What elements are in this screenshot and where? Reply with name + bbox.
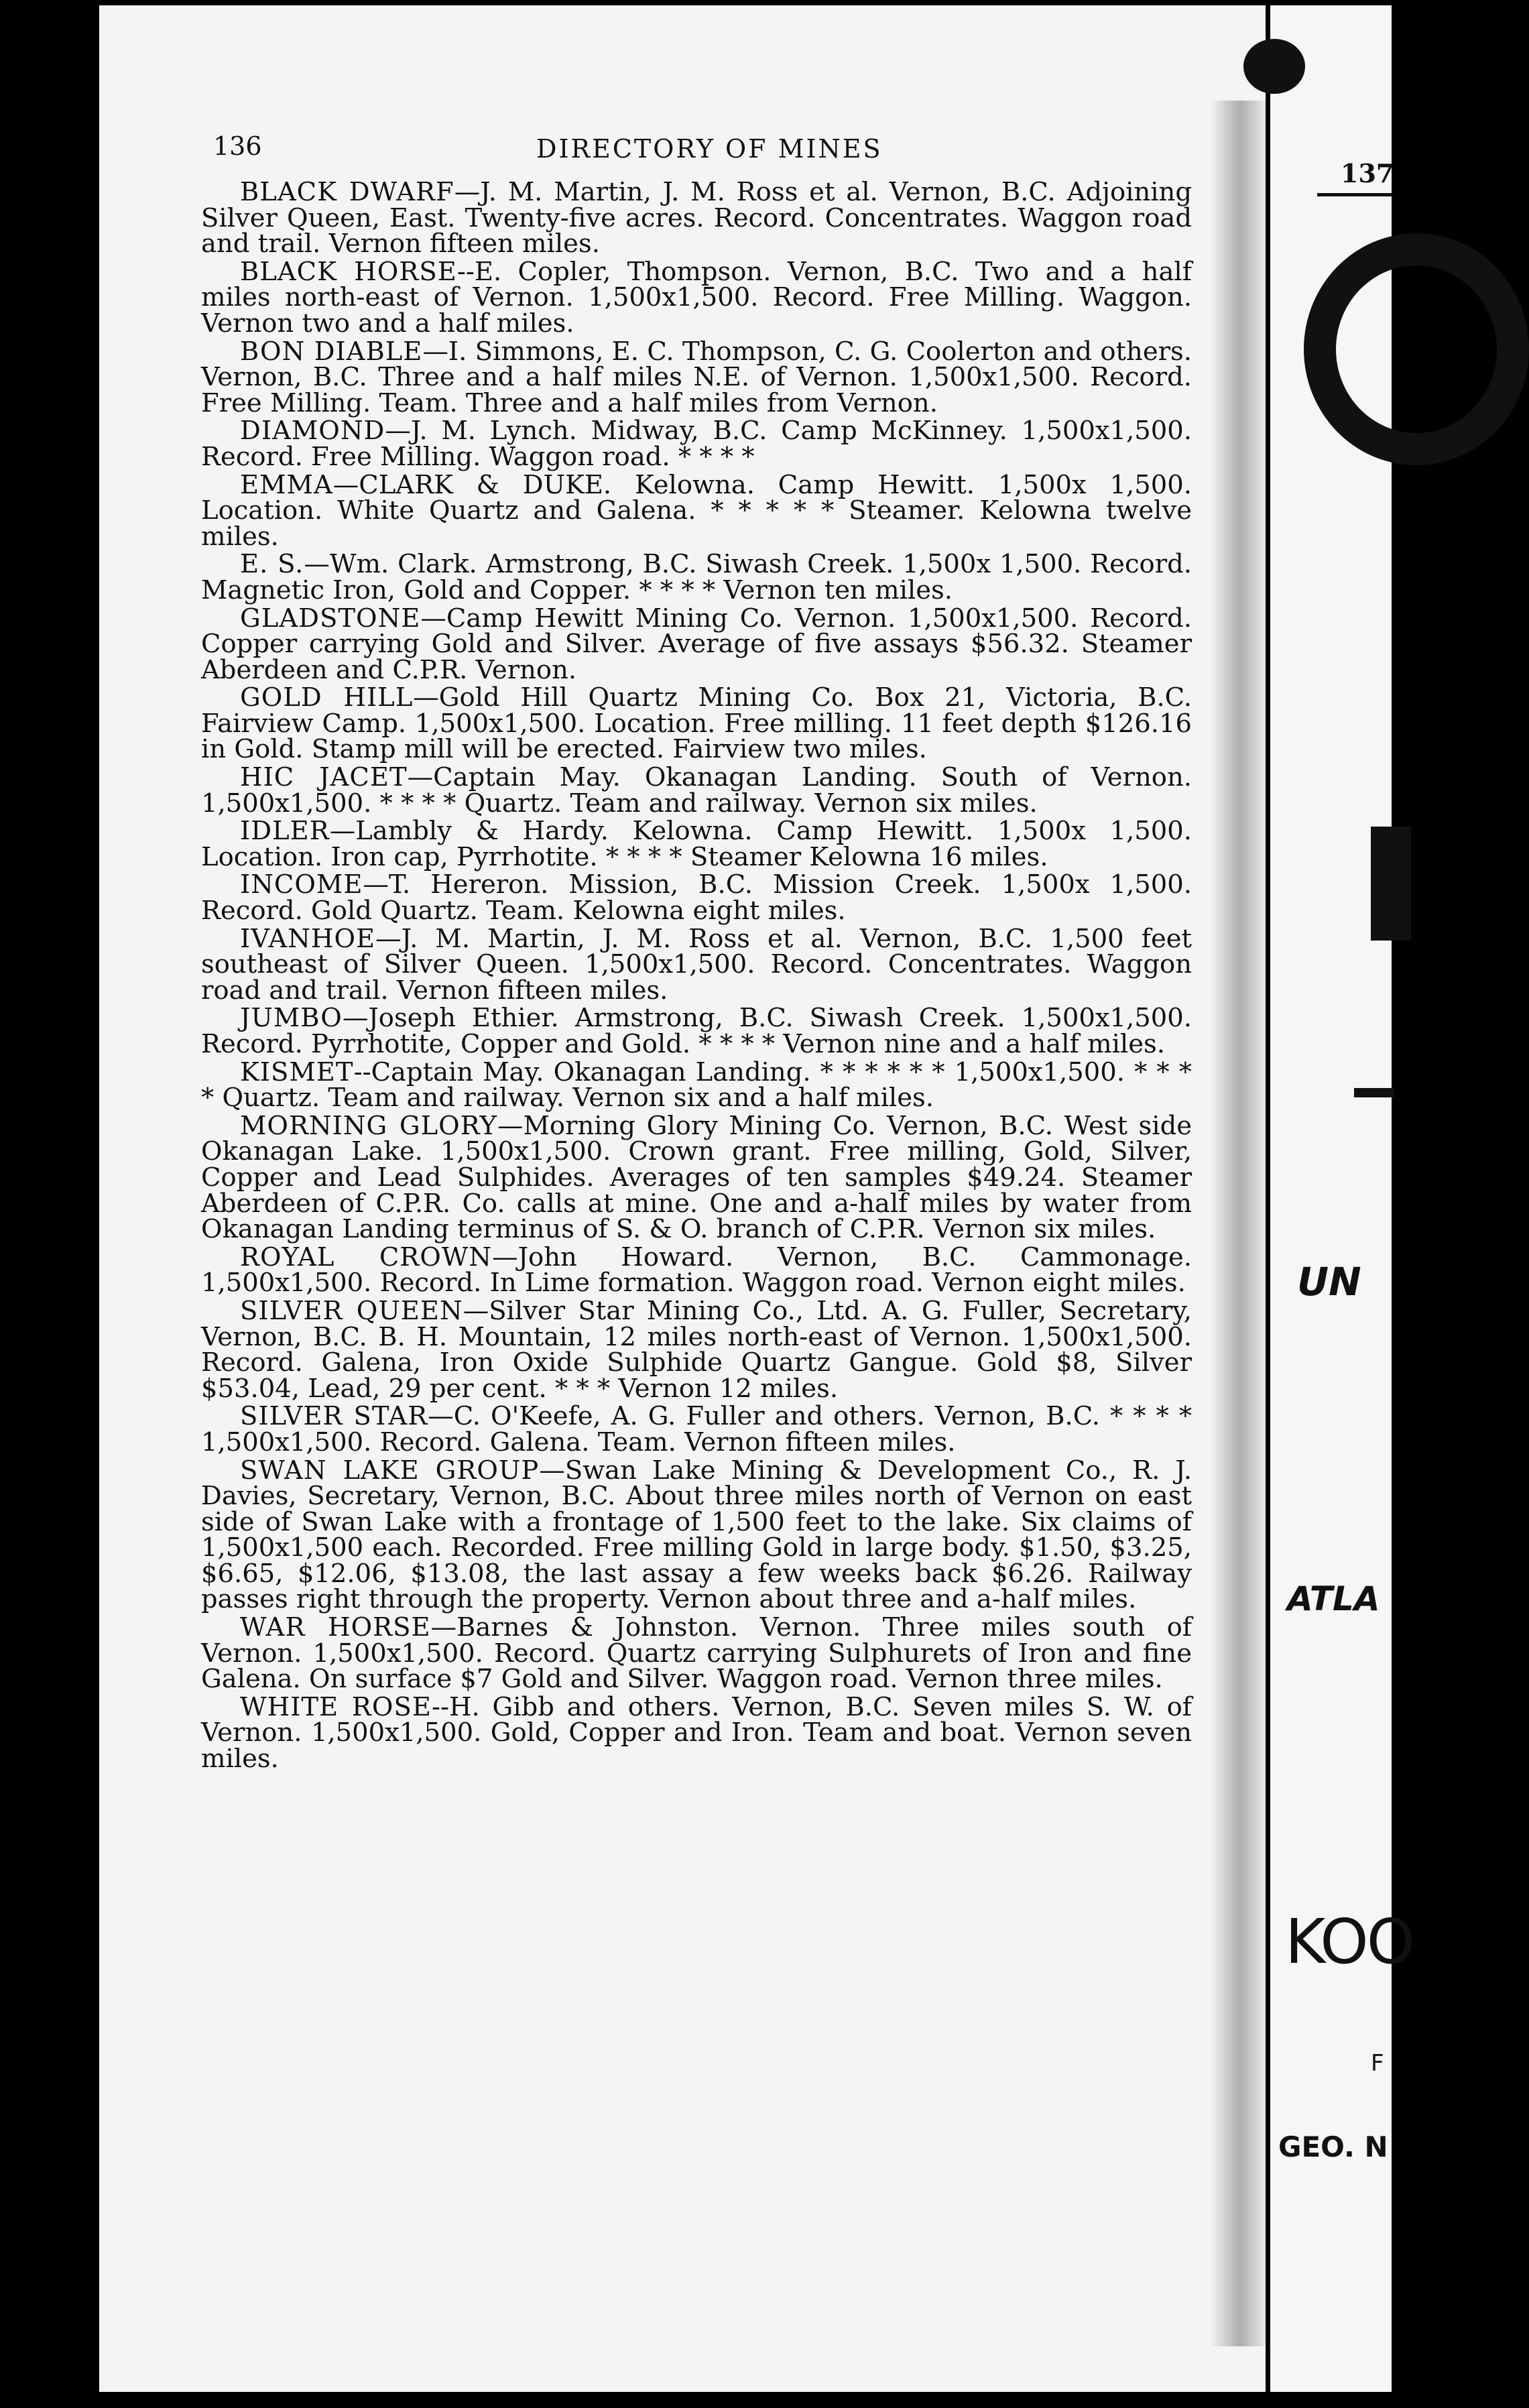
entry-text: —J. M. Martin, J. M. Ross et al. Vernon, B.C. Adjoining Silver Queen, East. Twenty-five acres. Record. Concentrates. Waggon road and trail. Vernon fifteen miles. (201, 177, 1192, 259)
mine-entry-silver-star (201, 1401, 1192, 1457)
mine-entry-black-horse (201, 256, 1192, 339)
entry-text: —Joseph Ethier. Armstrong, B.C. Siwash Creek. 1,500x1,500. Record. Pyrrhotite, Copper and Gold. * * * * Vernon nine and a half miles. (201, 1003, 1192, 1059)
entry-text: —C. O'Keefe, A. G. Fuller and others. Vernon, B.C. * * * * 1,500x1,500. Record. Galena. Team. Vernon fifteen miles. (201, 1401, 1192, 1457)
entry-text: —Morning Glory Mining Co. Vernon, B.C. West side Okanagan Lake. 1,500x1,500. Crown grant. Free milling, Gold, Silver, Copper and Lead Sulphides. Averages of ten samples $49.24. Steamer Aberdeen of C.P.R. Co. calls at mine. One and a-half miles by water from Okanagan Landing terminus of S. & O. branch of C.P.R. Vernon six miles. (201, 1110, 1192, 1245)
right-page-fragment-3: KOO (1285, 1906, 1414, 1978)
entry-text: —Captain May. Okanagan Landing. South of Vernon. 1,500x1,500. * * * * Quartz. Team and railway. Vernon six miles. (201, 762, 1192, 819)
entry-name: BLACK DWARF (240, 177, 454, 207)
mine-entry-black-dwarf (201, 177, 1192, 259)
right-page-dash (1354, 1088, 1394, 1097)
entry-name: SILVER QUEEN (240, 1295, 463, 1326)
mine-entry-diamond (201, 418, 1192, 470)
entry-name: WAR HORSE (240, 1612, 431, 1643)
right-page-large-letter (1304, 233, 1529, 465)
mine-directory-entries (201, 177, 1192, 1774)
entry-text: —Swan Lake Mining & Development Co., R. J. Davies, Secretary, Vernon, B.C. About three miles north of Vernon on east side of Swan Lake with a frontage of 1,500 feet to the lake. Six claims of 1,500x1,500 each. Recorded. Free milling Gold in large body. $1.50, $3.25, $6.65, $12.06, $13.08, the last assay a few weeks back $6.26. Railway passes right through the property. Vernon about three and a-half miles. (201, 1455, 1192, 1615)
right-page-fragment-1: UN (1297, 1259, 1361, 1305)
entry-name: DIAMOND (240, 416, 385, 446)
entry-name: JUMBO (240, 1003, 343, 1034)
entry-name: KISMET (240, 1057, 354, 1087)
entry-name: BON DIABLE (240, 336, 423, 367)
mine-entry-idler (201, 816, 1192, 872)
mine-entry-morning-glory (201, 1110, 1192, 1245)
entry-name: GLADSTONE (240, 603, 421, 634)
entry-name: WHITE ROSE (240, 1691, 432, 1722)
entry-text: —J. M. Martin, J. M. Ross et al. Vernon, B.C. 1,500 feet southeast of Silver Queen. 1,500x1,500. Record. Concentrates. Waggon road and trail. Vernon fifteen miles. (201, 923, 1192, 1006)
page-number: 136 (213, 131, 262, 161)
entry-name: E. S. (240, 549, 304, 580)
entry-name: IVANHOE (240, 923, 376, 954)
mine-entry-emma (201, 469, 1192, 552)
gutter-shadow (1210, 101, 1270, 2346)
right-page-rule (1317, 193, 1392, 196)
entry-name: IDLER (240, 816, 330, 847)
mine-entry-war-horse (201, 1612, 1192, 1695)
entry-text: --Captain May. Okanagan Landing. * * * * * * 1,500x1,500. * * * * Quartz. Team and railway. Vernon six and a half miles. (201, 1057, 1192, 1113)
mine-entry-income (201, 869, 1192, 926)
entry-text: --E. Copler, Thompson. Vernon, B.C. Two and a half miles north-east of Vernon. 1,500x1,500. Record. Free Milling. Waggon. Vernon two and a half miles. (201, 256, 1192, 339)
entry-name: SILVER STAR (240, 1401, 428, 1432)
entry-text: —I. Simmons, E. C. Thompson, C. G. Coolerton and others. Vernon, B.C. Three and a half miles N.E. of Vernon. 1,500x1,500. Record. Free Milling. Team. Three and a half miles from Vernon. (201, 336, 1192, 418)
entry-name: ROYAL CROWN (240, 1242, 493, 1272)
entry-text: —Lambly & Hardy. Kelowna. Camp Hewitt. 1,500x 1,500. Location. Iron cap, Pyrrhotite. * * * * Steamer Kelowna 16 miles. (201, 816, 1192, 872)
mine-entry-e-s (201, 549, 1192, 605)
mine-entry-kismet (201, 1057, 1192, 1113)
right-page-large-letter-fragment (1371, 827, 1411, 941)
entry-name: GOLD HILL (240, 682, 414, 713)
right-page-fragment-2: ATLA (1287, 1579, 1380, 1618)
entry-name: INCOME (240, 869, 363, 900)
mine-entry-jumbo (201, 1003, 1192, 1059)
entry-name: HIC JACET (240, 762, 408, 793)
mine-entry-ivanhoe (201, 923, 1192, 1006)
entry-text: —T. Hereron. Mission, B.C. Mission Creek. 1,500x 1,500. Record. Gold Quartz. Team. Kelowna eight miles. (201, 869, 1192, 926)
entry-text: —J. M. Lynch. Midway, B.C. Camp McKinney. 1,500x1,500. Record. Free Milling. Waggon road. * * * * (201, 416, 1192, 472)
binding-hole (1243, 39, 1305, 94)
entry-text: —John Howard. Vernon, B.C. Cammonage. 1,500x1,500. Record. In Lime formation. Waggon road. Vernon eight miles. (201, 1242, 1192, 1299)
entry-text: --H. Gibb and others. Vernon, B.C. Seven miles S. W. of Vernon. 1,500x1,500. Gold, Copper and Iron. Team and boat. Vernon seven miles. (201, 1691, 1192, 1774)
mine-entry-royal-crown (201, 1242, 1192, 1299)
mine-entry-gold-hill (201, 682, 1192, 765)
entry-name: MORNING GLORY (240, 1110, 497, 1141)
running-head: DIRECTORY OF MINES (536, 134, 883, 164)
entry-text: —Barnes & Johnston. Vernon. Three miles south of Vernon. 1,500x1,500. Record. Quartz carrying Sulphurets of Iron and fine Galena. On surface $7 Gold and Silver. Waggon road. Vernon three miles. (201, 1612, 1192, 1695)
entry-text: —CLARK & DUKE. Kelowna. Camp Hewitt. 1,500x 1,500. Location. White Quartz and Galena. * * * * * Steamer. Kelowna twelve miles. (201, 469, 1192, 552)
mine-entry-silver-queen (201, 1295, 1192, 1404)
right-page-fragment-4: F (1371, 2050, 1384, 2077)
mine-entry-swan-lake-group (201, 1455, 1192, 1615)
entry-text: —Wm. Clark. Armstrong, B.C. Siwash Creek. 1,500x 1,500. Record. Magnetic Iron, Gold and Copper. * * * * Vernon ten miles. (201, 549, 1192, 605)
mine-entry-hic-jacet (201, 762, 1192, 819)
entry-text: —Camp Hewitt Mining Co. Vernon. 1,500x1,500. Record. Copper carrying Gold and Silver. Average of five assays $56.32. Steamer Aberdeen and C.P.R. Vernon. (201, 603, 1192, 685)
entry-text: —Silver Star Mining Co., Ltd. A. G. Fuller, Secretary, Vernon, B.C. B. H. Mountain, 12 miles north-east of Vernon. 1,500x1,500. Record. Galena, Iron Oxide Sulphide Quartz Gangue. Gold $8, Silver $53.04, Lead, 29 per cent. * * * Vernon 12 miles. (201, 1295, 1192, 1404)
entry-name: BLACK HORSE (240, 256, 457, 287)
entry-name: SWAN LAKE GROUP (240, 1455, 540, 1486)
right-page (1270, 5, 1414, 2392)
right-page-fragment-5: GEO. N (1278, 2130, 1388, 2163)
entry-text: —Gold Hill Quartz Mining Co. Box 21, Victoria, B.C. Fairview Camp. 1,500x1,500. Location. Free milling. 11 feet depth $126.16 in Gold. Stamp mill will be erected. Fairview two miles. (201, 682, 1192, 765)
mine-entry-white-rose (201, 1691, 1192, 1774)
mine-entry-bon-diable (201, 336, 1192, 418)
right-page-number: 137 (1341, 158, 1394, 188)
mine-entry-gladstone (201, 603, 1192, 685)
entry-name: EMMA (240, 469, 333, 500)
